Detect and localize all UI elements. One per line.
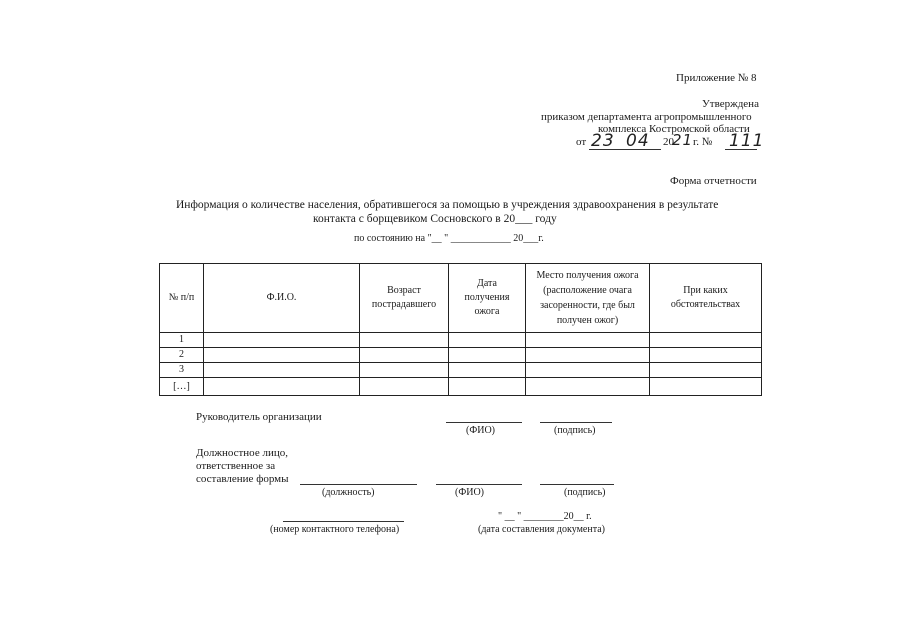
table-cell: [526, 333, 650, 348]
order-line-1: приказом департамента агропромышленного: [541, 111, 752, 123]
table-row: [160, 348, 762, 363]
table-cell: [360, 348, 449, 363]
table-cell: [204, 378, 360, 396]
official-sign-caption: (подпись): [564, 487, 606, 498]
table-cell: [449, 378, 526, 396]
table-cell: [526, 348, 650, 363]
table-cell: 3: [160, 363, 204, 378]
header-age: Возраст пострадавшего: [360, 264, 449, 333]
official-label-3: составление формы: [196, 473, 289, 485]
report-table: [159, 263, 762, 396]
table-cell: [650, 378, 762, 396]
title-line-1: Информация о количестве населения, обратившегося за помощью в учреждения здравоохранения в результате: [176, 199, 719, 211]
official-label-1: Должностное лицо,: [196, 447, 288, 459]
table-cell: 1: [160, 333, 204, 348]
header-date: Дата получения ожога: [449, 264, 526, 333]
header-number: № п/п: [160, 264, 204, 333]
table-cell: [650, 333, 762, 348]
year-prefix: 20: [663, 136, 674, 148]
head-sign-caption: (подпись): [554, 425, 596, 436]
date-caption: (дата составления документа): [478, 524, 605, 535]
order-line-2: комплекса Костромской области: [598, 123, 750, 135]
header-circumstances: При каких обстоятельствах: [650, 264, 762, 333]
table-header-row: [160, 264, 762, 333]
table-cell: [449, 363, 526, 378]
handwritten-year: 21: [672, 131, 694, 149]
table-cell: [360, 378, 449, 396]
header-fio: Ф.И.О.: [204, 264, 360, 333]
table-cell: [204, 333, 360, 348]
table-cell: [204, 363, 360, 378]
table-cell: [449, 348, 526, 363]
table-cell: [449, 333, 526, 348]
head-fio-caption: (ФИО): [466, 425, 496, 436]
table-row: [160, 333, 762, 348]
table-row: [160, 378, 762, 396]
table-cell: [526, 363, 650, 378]
position-line: [300, 484, 417, 485]
handwritten-month: 04: [626, 131, 650, 151]
table-cell: [650, 363, 762, 378]
table-cell: [650, 348, 762, 363]
head-sign-line: [540, 422, 612, 423]
phone-line: [283, 521, 404, 522]
form-label: Форма отчетности: [670, 175, 757, 187]
handwritten-day: 23: [591, 131, 615, 151]
year-unit: г. №: [693, 136, 713, 148]
from-prefix: от: [576, 136, 587, 148]
table-cell: [526, 378, 650, 396]
official-fio-line: [436, 484, 522, 485]
position-caption: (должность): [322, 487, 375, 498]
handwritten-number: 111: [729, 131, 765, 151]
table-cell: 2: [160, 348, 204, 363]
head-fio-line: [446, 422, 522, 423]
table-cell: [360, 333, 449, 348]
table-row: [160, 363, 762, 378]
official-sign-line: [540, 484, 614, 485]
table-cell: […]: [160, 378, 204, 396]
official-fio-caption: (ФИО): [455, 487, 485, 498]
header-place: Место получения ожога (расположение очага засоренности, где был получен ожог): [526, 264, 650, 333]
title-line-2: контакта с борщевиком Сосновского в 20___ году: [313, 213, 557, 225]
table-cell: [204, 348, 360, 363]
appendix-label: Приложение № 8: [676, 72, 757, 84]
phone-caption: (номер контактного телефона): [270, 524, 400, 535]
approved-label: Утверждена: [702, 98, 759, 110]
state-date-line: по состоянию на "__ " ____________ 20___г.: [354, 233, 544, 244]
official-label-2: ответственное за: [196, 460, 276, 472]
head-org-label: Руководитель организации: [196, 411, 322, 423]
document-date-blank: " __ " ________20__ г.: [498, 511, 592, 522]
table-cell: [360, 363, 449, 378]
